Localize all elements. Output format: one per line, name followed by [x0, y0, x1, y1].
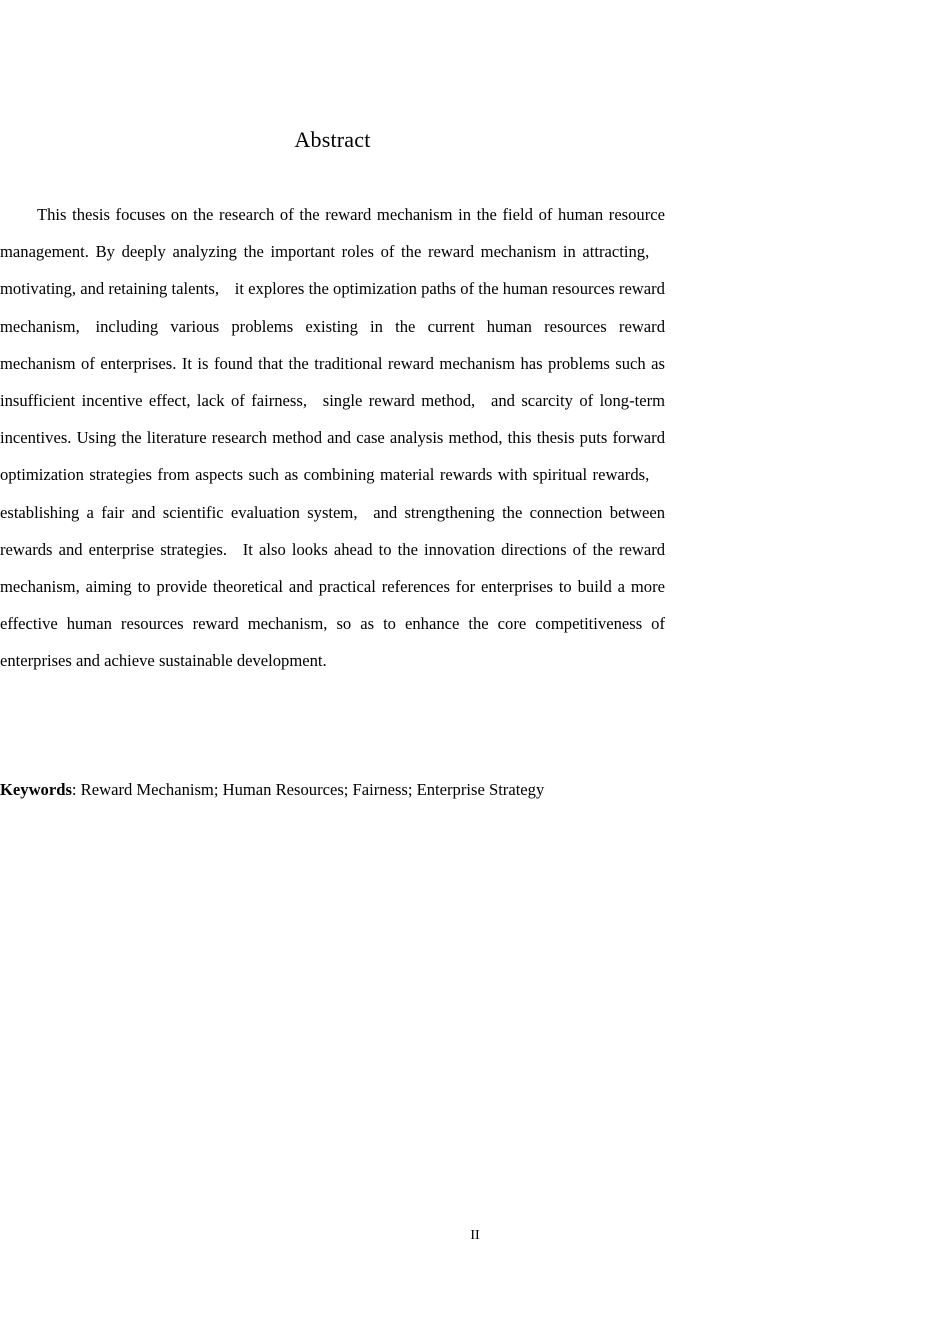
abstract-text-run: establishing a fair and scientific evaluation system,	[0, 502, 358, 522]
abstract-text-run: This thesis focuses on the research of the reward mechanism in the field of human resource management. By deeply analyzing the important roles of the reward mechanism in attracting,	[0, 205, 665, 262]
wide-space	[357, 494, 373, 531]
abstract-paragraph	[0, 196, 665, 680]
wide-space	[649, 233, 665, 270]
wide-space	[649, 456, 665, 493]
abstract-text-run: and strengthening the connection between rewards and enterprise strategies.	[0, 502, 665, 559]
abstract-text-run: single reward method,	[322, 391, 476, 411]
abstract-text-run: including various problems existing in the current human resources reward mechanism of enterprises. It is found that the traditional reward mechanism has problems such as insufficient incentive effect, lack of fairness,	[0, 316, 665, 411]
keywords-separator: :	[71, 780, 81, 799]
keywords-line	[0, 777, 665, 802]
wide-space	[227, 531, 243, 568]
wide-space	[80, 308, 96, 345]
wide-space	[307, 382, 323, 419]
wide-space	[219, 270, 235, 307]
page-title: Abstract	[294, 127, 371, 152]
abstract-text-run: It also looks ahead to the innovation directions of the reward mechanism, aiming to provide theoretical and practical references for enterprises to build a more effective human resources reward mechanism, so as to enhance the core competitiveness of enterprises and achieve sustainable development.	[0, 539, 666, 671]
abstract-text-run: motivating, and retaining talents,	[0, 279, 219, 299]
abstract-text-run: it explores the optimization paths of the human resources reward mechanism,	[0, 279, 665, 336]
abstract-text-run: and scarcity of long-term incentives. Using the literature research method and case analysis method, this thesis puts forward optimization strategies from aspects such as combining material rewards with spiritual rewards,	[0, 391, 665, 485]
keywords-value: Reward Mechanism; Human Resources; Fairness; Enterprise Strategy	[80, 780, 545, 799]
wide-space	[475, 382, 491, 419]
keywords-label: Keywords	[0, 780, 72, 799]
page-number-footer: II	[470, 1228, 480, 1243]
